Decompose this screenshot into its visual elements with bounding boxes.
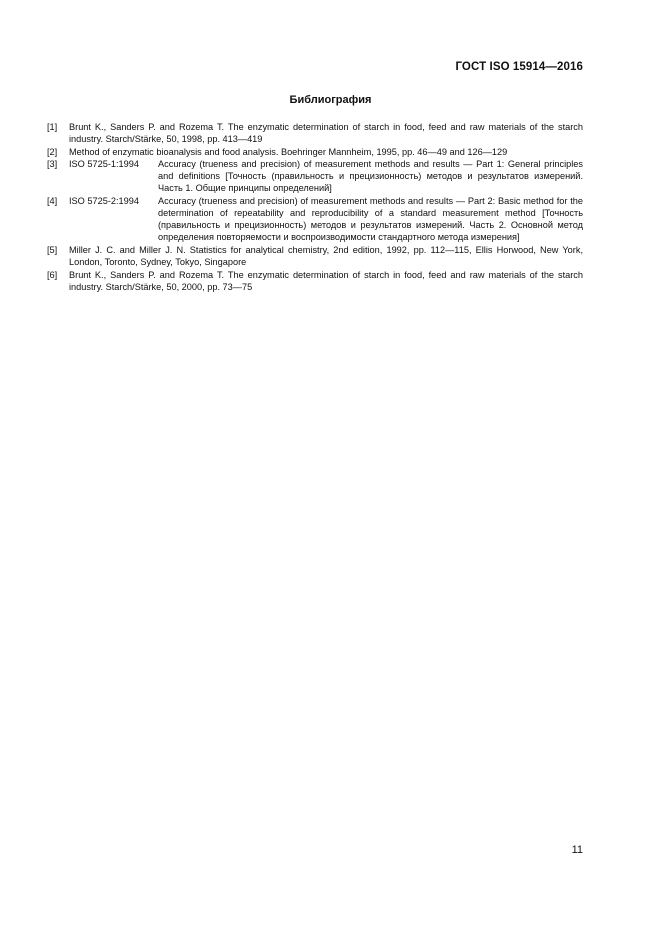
reference-text: Accuracy (trueness and precision) of measurement methods and results — Part 2: Basic method for the determination of repeatability and reproducibility of a standard measurement method [Точность (правильность и прецизионность) методов и результатов измерений. Часть 2. Основной метод определения повторяемости и воспроизводимости стандартного метода измерения] [158, 196, 583, 243]
reference-number: [2] [47, 146, 58, 157]
reference-text: Method of enzymatic bioanalysis and food analysis. Boehringer Mannheim, 1995, pp. 46—49 and 126—129 [69, 146, 508, 157]
page-number: 11 [571, 844, 583, 856]
reference-number: [5] [47, 244, 58, 255]
reference-list [47, 121, 583, 293]
reference-standard-code: ISO 5725-1:1994 [69, 159, 139, 170]
reference-standard-code: ISO 5725-2:1994 [69, 196, 139, 207]
reference-number: [1] [47, 122, 58, 132]
reference-number: [3] [47, 159, 58, 170]
bibliography-title: Библиография [289, 94, 372, 106]
reference-item-5 [47, 244, 583, 268]
reference-item-1 [47, 121, 583, 145]
reference-item-6 [47, 269, 583, 293]
reference-item-3 [47, 158, 583, 194]
reference-body [69, 195, 583, 243]
reference-text: Accuracy (trueness and precision) of measurement methods and results — Part 1: General principles and definitions [Точность (правильность и прецизионность) методов и результатов измерений. Часть 1. Общие принципы определений] [158, 159, 583, 194]
reference-number: [4] [47, 196, 58, 207]
reference-number: [6] [47, 269, 58, 280]
reference-text: Miller J. C. and Miller J. N. Statistics for analytical chemistry, 2nd edition, 1992, pp. 112—115, Ellis Horwood, New York, London, Toronto, Sydney, Tokyo, Singapore [69, 244, 583, 268]
reference-text: Brunt K., Sanders P. and Rozema T. The enzymatic determination of starch in food, feed and raw materials of the starch industry. Starch/Stärke, 50, 2000, pp. 73—75 [69, 269, 583, 292]
reference-text: Brunt K., Sanders P. and Rozema T. The enzymatic determination of starch in food, feed and raw materials of the starch industry. Starch/Stärke, 50, 1998, pp. 413—419 [69, 122, 583, 145]
reference-item-4 [47, 195, 583, 243]
reference-body [69, 158, 583, 194]
reference-item-2 [47, 146, 583, 158]
document-code: ГОСТ ISO 15914—2016 [455, 61, 583, 73]
